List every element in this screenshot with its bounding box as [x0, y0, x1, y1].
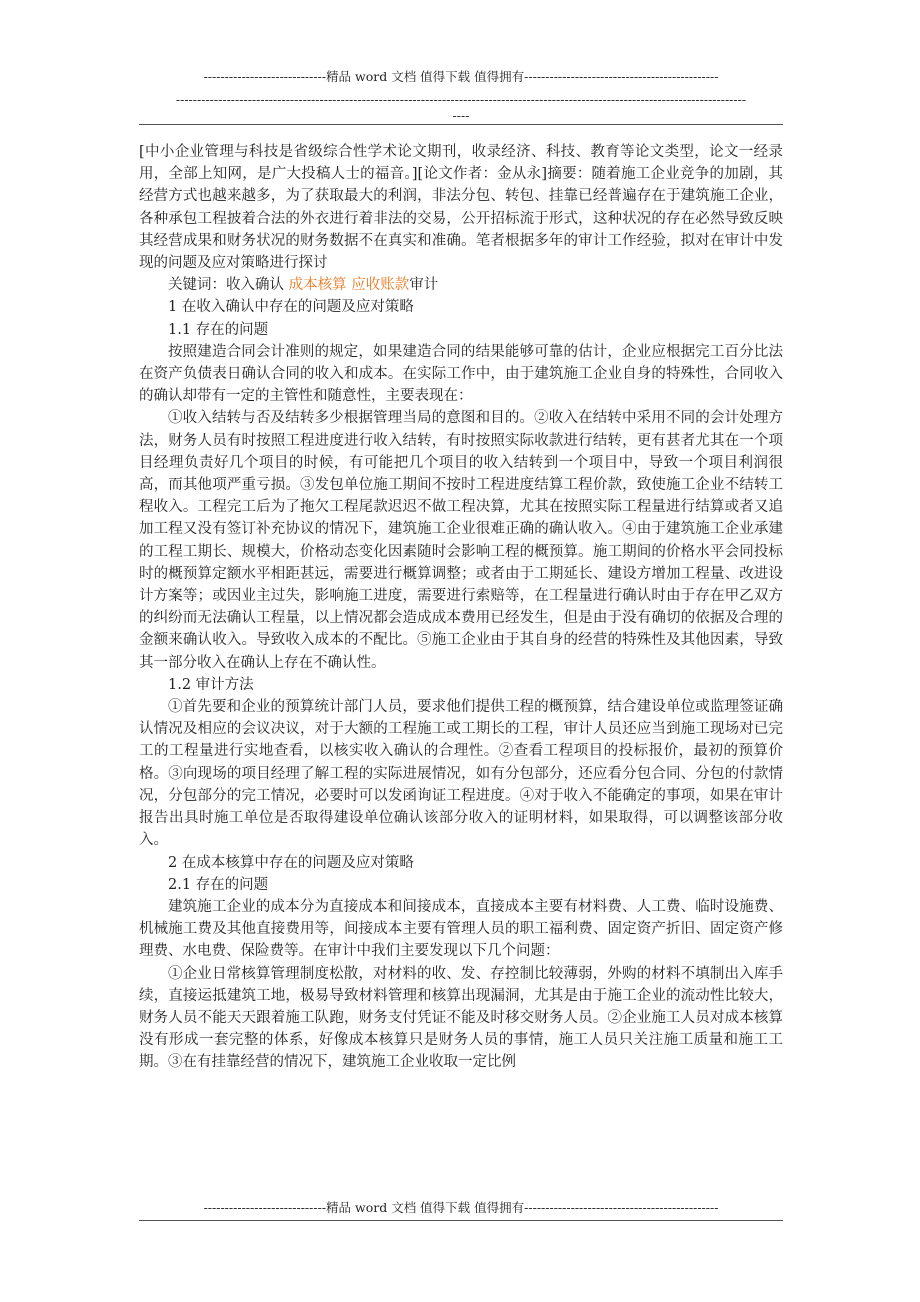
section-1-heading: 1 在收入确认中存在的问题及应对策略 [168, 299, 414, 316]
header-dash-tail: ---- [452, 108, 470, 123]
document-page [139, 0, 783, 1074]
section-1-2-heading: 1.2 审计方法 [168, 676, 254, 693]
section-2-1-paragraph-2: ①企业日常核算管理制度松散，对材料的收、发、存控制比较薄弱，外购的材料不填制出入库手续，直接运抵建筑工地，极易导致材料管理和核算出现漏洞，尤其是由于施工企业的流动性比较大，财务人员不能天天跟着施工队跑，财务支付凭证不能及时移交财务人员。②企业施工人员对成本核算没有形成一套完整的体系，好像成本核算只是财务人员的事情，施工人员只关注施工质量和施工工期。③在有挂靠经营的情况下，建筑施工企业收取一定比例 [139, 965, 783, 1071]
section-1-2-paragraph-1: ①首先要和企业的预算统计部门人员，要求他们提供工程的概预算，结合建设单位或监理签证确认情况及相应的会议决议，对于大额的工程施工或工期长的工程，审计人员还应当到施工现场对已完工的工程量进行实地查看，以核实收入确认的合理性。②查看工程项目的投标报价，最初的预算价格。③向现场的项目经理了解工程的实际进展情况，如有分包部分，还应看分包合同、分包的付款情况，分包部分的完工情况，必要时可以发函询证工程进度。④对于收入不能确定的事项，如果在审计报告出具时施工单位是否取得建设单位确认该部分收入的证明材料，如果取得，可以调整该部分收入。 [139, 699, 783, 849]
article-body [139, 141, 783, 1074]
section-1-1-paragraph-1: 按照建造合同会计准则的规定，如果建造合同的结果能够可靠的估计，企业应根据完工百分比法在资产负债表日确认合同的收入和成本。在实际工作中，由于建筑施工企业自身的特殊性，合同收入的确认却带有一定的主管性和随意性，主要表现在： [139, 343, 783, 405]
footer-banner: -----------------------------精品 word 文档 值得下载 值得拥有---------------------------------------------- [203, 1200, 719, 1215]
section-1-1-heading: 1.1 存在的问题 [168, 321, 269, 338]
keywords-line [139, 274, 783, 296]
section-2-1-heading: 2.1 存在的问题 [168, 876, 269, 893]
keywords-prefix: 关键词：收入确认 [168, 277, 289, 294]
section-1-1-paragraph-2: ①收入结转与否及结转多少根据管理当局的意图和目的。②收入在结转中采用不同的会计处理方法，财务人员有时按照工程进度进行收入结转，有时按照实际收款进行结转，更有甚者尤其在一个项目经理负责好几个项目的时候，有可能把几个项目的收入结转到一个项目中，导致一个项目利润很高，而其他项严重亏损。③发包单位施工期间不按时工程进度结算工程价款，致使施工企业不结转工程收入。工程完工后为了拖欠工程尾款迟迟不做工程决算，尤其在按照实际工程量进行结算或者又追加工程又没有签订补充协议的情况下，建筑施工企业很难正确的确认收入。④由于建筑施工企业承建的工程工期长、规模大，价格动态变化因素随时会影响工程的概预算。施工期间的价格水平会同投标时的概预算定额水平相距甚远，需要进行概算调整；或者由于工期延长、建设方增加工程量、改进设计方案等；或因业主过失，影响施工进度，需要进行索赔等，在工程量进行确认时由于存在甲乙双方的纠纷而无法确认工程量，以上情况都会造成成本费用已经发生，但是由于没有确切的依据及合理的金额来确认收入。导致收入成本的不配比。⑤施工企业由于其自身的经营的特殊性及其他因素，导致其一部分收入在确认上存在不确认性。 [139, 410, 783, 671]
keywords-suffix: 审计 [409, 277, 439, 294]
keyword-link-receivables[interactable]: 应收账款 [351, 277, 410, 294]
intro-paragraph: [中小企业管理与科技是省级综合性学术论文期刊，收录经济、科技、教育等论文类型，论文一经录用，全部上知网，是广大投稿人士的福音。][论文作者：金从永]摘要：随着施工企业竞争的加剧，其经营方式也越来越多，为了获取最大的利润，非法分包、转包、挂靠已经普遍存在于建筑施工企业，各种承包工程披着合法的外衣进行着非法的交易，公开招标流于形式，这种状况的存在必然导致反映其经营成果和财务状况的财务数据不在真实和准确。笔者根据多年的审计工作经验，拟对在审计中发现的问题及应对策略进行探讨 [139, 144, 783, 272]
footer-rule [139, 1220, 783, 1221]
header-banner: -----------------------------精品 word 文档 值得下载 值得拥有---------------------------------------------- [203, 69, 719, 84]
header-dash-line: --------------------------------------------------------------------------------------------------------------------------------------- [175, 92, 747, 107]
section-2-heading: 2 在成本核算中存在的问题及应对策略 [168, 854, 414, 871]
section-2-1-paragraph-1: 建筑施工企业的成本分为直接成本和间接成本，直接成本主要有材料费、人工费、临时设施费、机械施工费及其他直接费用等，间接成本主要有管理人员的职工福利费、固定资产折旧、固定资产修理费、水电费、保险费等。在审计中我们主要发现以下几个问题： [139, 898, 783, 960]
keyword-link-cost-accounting[interactable]: 成本核算 [288, 277, 347, 294]
page-footer [139, 1198, 783, 1221]
header-rule [139, 124, 783, 125]
